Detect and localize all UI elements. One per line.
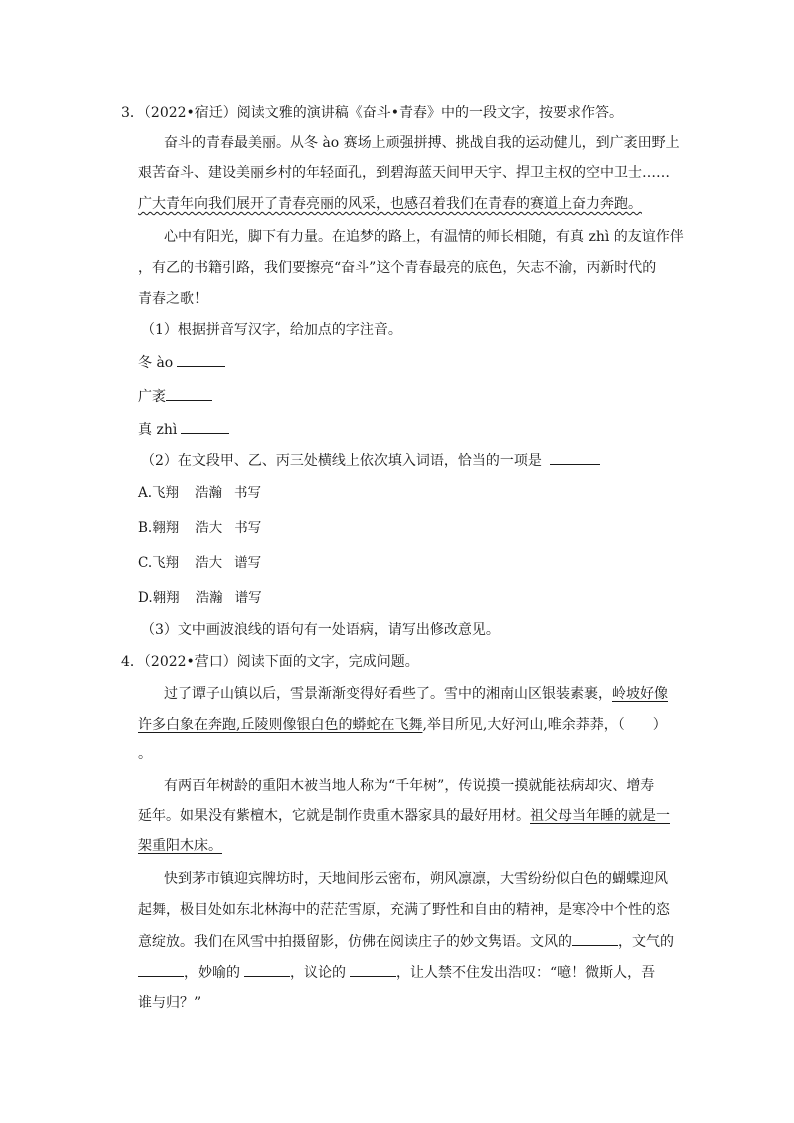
fill-item-3-label: 真 zhì — [138, 422, 178, 438]
q3-passage-line: 奋斗的青春最美丽。从冬 ào 赛场上顽强拼搏、挑战自我的运动健儿，到广袤田野上 — [164, 135, 680, 151]
answer-blank[interactable] — [166, 386, 212, 401]
option-word: 翱翔 — [152, 520, 180, 536]
q3-subquestion-3: （3）文中画波浪线的语句有一处语病，请写出修改意见。 — [141, 622, 500, 638]
option-letter: B. — [138, 520, 153, 536]
passage-text: ，文气的 — [618, 934, 674, 950]
answer-blank[interactable] — [244, 962, 290, 977]
underlined-sentence: 许多白象在奔跑,丘陵则像银白色的蟒蛇在飞舞 — [138, 717, 423, 733]
q3-passage-line: 心中有阳光，脚下有力量。在追梦的路上，有温情的师长相随，有真 zhì 的友谊作伴 — [164, 229, 684, 245]
option-word: 飞翔 — [152, 485, 180, 501]
option-word: 翱翔 — [152, 590, 180, 606]
q3-wavy-sentence: 广大青年向我们展开了青春亮丽的风采，也感召着我们在青春的赛道上奋力奔跑。 — [138, 196, 642, 212]
answer-blank[interactable] — [572, 931, 618, 946]
q4-passage-line — [138, 715, 667, 735]
q4-passage-line — [138, 962, 655, 983]
passage-text: ，议论的 — [290, 965, 346, 981]
q3-passage-line: 青春之歌！ — [138, 291, 208, 307]
q3-subquestion-1: （1）根据拼音写汉字，给加点的字注音。 — [141, 322, 402, 338]
option-word: 浩大 — [195, 555, 223, 571]
option-letter: A. — [138, 485, 153, 501]
fill-item-2-label: 广袤 — [138, 389, 166, 405]
option-word: 浩瀚 — [195, 590, 223, 606]
passage-text: ,举目所见,大好河山,唯余莽莽，（ ） — [422, 717, 667, 733]
q3-subquestion-2-text: （2）在文段甲、乙、丙三处横线上依次填入词语，恰当的一项是 — [141, 453, 542, 469]
question-4-header-text: 4．（2022•营口）阅读下面的文字，完成问题。 — [121, 654, 419, 670]
option-word: 书写 — [234, 485, 262, 501]
q4-passage-line: 。 — [138, 746, 152, 762]
q4-passage-line: 谁与归？” — [138, 995, 202, 1011]
option-word: 浩大 — [195, 520, 223, 536]
option-word: 谱写 — [234, 590, 262, 606]
fill-item-1-label: 冬 ào — [138, 355, 174, 371]
underlined-sentence: 岭坡好像 — [612, 686, 668, 702]
q4-passage-line: 快到茅市镇迎宾牌坊时，天地间彤云密布，朔风凛凛，大雪纷纷似白色的蝴蝶迎风 — [164, 871, 668, 887]
option-word: 浩瀚 — [195, 485, 223, 501]
answer-blank[interactable] — [350, 962, 396, 977]
fill-item-2 — [138, 386, 212, 407]
q4-passage-line: 有两百年树龄的重阳木被当地人称为“千年树”，传说摸一摸就能祛病却灾、增寿 — [164, 778, 655, 794]
option-letter: D. — [138, 590, 153, 606]
passage-text: ，妙喻的 — [184, 965, 240, 981]
q3-subquestion-2 — [141, 450, 600, 471]
passage-text: ，让人禁不住发出浩叹：“噫！微斯人，吾 — [396, 965, 656, 981]
question-3-header-text: 3．（2022•宿迁）阅读文雅的演讲稿《奋斗•青春》中的一段文字，按要求作答。 — [121, 105, 624, 121]
option-d[interactable] — [138, 588, 262, 608]
q4-passage-line — [138, 931, 674, 952]
q4-passage-line — [164, 684, 668, 704]
question-3-header — [121, 103, 623, 123]
fill-item-1 — [138, 352, 225, 373]
underlined-sentence: 架重阳木床。 — [138, 838, 222, 854]
option-word: 书写 — [234, 520, 262, 536]
option-word: 谱写 — [234, 555, 262, 571]
option-letter: C. — [138, 555, 153, 571]
passage-text: 过了谭子山镇以后，雪景渐渐变得好看些了。雪中的湘南山区银装素裹， — [164, 686, 612, 702]
answer-blank[interactable] — [181, 419, 229, 434]
q4-passage-line — [138, 806, 670, 826]
answer-blank[interactable] — [138, 962, 184, 977]
answer-blank[interactable] — [177, 352, 225, 367]
q4-passage-line: 起舞，极目处如东北林海中的茫茫雪原，充满了野性和自由的精神，是寒冷中个性的恣 — [138, 902, 670, 918]
fill-item-3 — [138, 419, 229, 440]
q3-passage-line: 艰苦奋斗、建设美丽乡村的年轻面孔，到碧海蓝天间甲天宇、捍卫主权的空中卫士…… — [138, 165, 670, 181]
q3-passage-line: ，有乙的书籍引路，我们要擦亮“奋斗”这个青春最亮的底色，矢志不渝，丙新时代的 — [138, 260, 657, 276]
option-word: 飞翔 — [152, 555, 180, 571]
answer-blank[interactable] — [550, 450, 600, 465]
question-4-header — [121, 652, 419, 672]
passage-text: 意绽放。我们在风雪中拍摄留影，仿佛在阅读庄子的妙文隽语。文风的 — [138, 934, 572, 950]
option-a[interactable] — [138, 483, 261, 503]
option-c[interactable] — [138, 553, 261, 573]
passage-text: 延年。如果没有紫檀木，它就是制作贵重木器家具的最好用材。 — [138, 808, 530, 824]
underlined-sentence: 祖父母当年睡的就是一 — [530, 808, 670, 824]
option-b[interactable] — [138, 518, 261, 538]
